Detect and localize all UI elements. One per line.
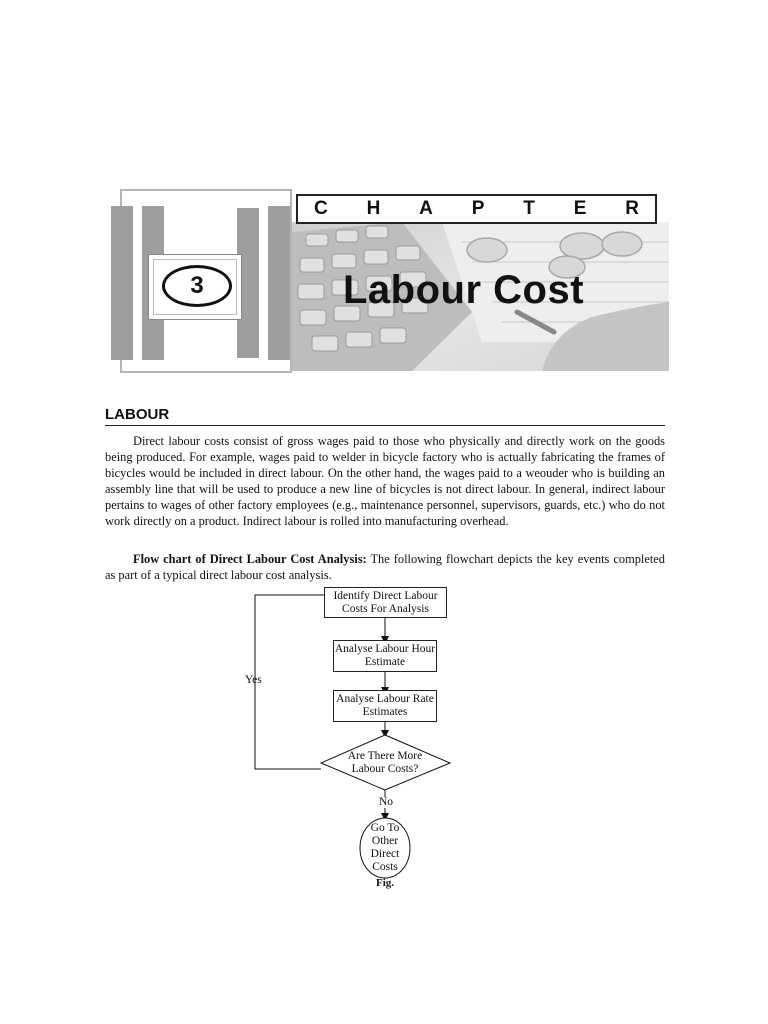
flowchart — [240, 585, 480, 895]
chapter-title: Labour Cost — [343, 268, 585, 312]
flowchart-step-identify: Identify Direct Labour Costs For Analysis — [324, 587, 447, 618]
chapter-letter: R — [625, 198, 639, 219]
chapter-letter: T — [523, 198, 535, 219]
flowchart-connectors — [240, 585, 480, 895]
chapter-letter: H — [366, 198, 381, 219]
flowchart-intro-text: The following flowchart depicts the key events completed as part of a typical direct labour cost analysis. — [105, 552, 665, 582]
flowchart-step-hour-estimate: Analyse Labour Hour Estimate — [333, 640, 437, 672]
flowchart-step-rate-estimates: Analyse Labour Rate Estimates — [333, 690, 437, 722]
section-heading: LABOUR — [105, 406, 665, 426]
flowchart-intro-lead: Flow chart of Direct Labour Cost Analysis: — [133, 552, 367, 566]
decoration-bar — [268, 206, 290, 360]
chapter-letter: E — [573, 198, 587, 219]
flowchart-decision: Are There More Labour Costs? — [347, 750, 423, 775]
chapter-letter: C — [314, 198, 328, 219]
paragraph-flowchart-intro — [105, 551, 665, 583]
flowchart-end: Go To Other Direct Costs — [370, 822, 400, 873]
paragraph-direct-labour: Direct labour costs consist of gross wages paid to those who physically and directly work on the goods being produced. For example, wages paid to welder in bicycle factory who is actually fabricating the frames of bicycles would be included in direct labour. On the other hand, the wages paid to a weouder who is building an assembly line that will be used to produce a new line of bicycles is not direct labour. In general, indirect labour pertains to wages of other factory employees (e.g., maintenance personnel, supervisors, guards, etc.) who do not work directly on a product. Indirect labour is rolled into manufacturing overhead. — [105, 434, 665, 528]
figure-caption: Fig. — [376, 877, 395, 889]
decoration-bar — [111, 206, 133, 360]
flowchart-no-label: No — [379, 796, 394, 808]
chapter-number: 3 — [162, 265, 232, 307]
chapter-letter: P — [471, 198, 485, 219]
chapter-header — [0, 0, 768, 380]
chapter-banner — [296, 194, 657, 224]
flowchart-yes-label: Yes — [245, 674, 262, 686]
chapter-letter: A — [419, 198, 433, 219]
